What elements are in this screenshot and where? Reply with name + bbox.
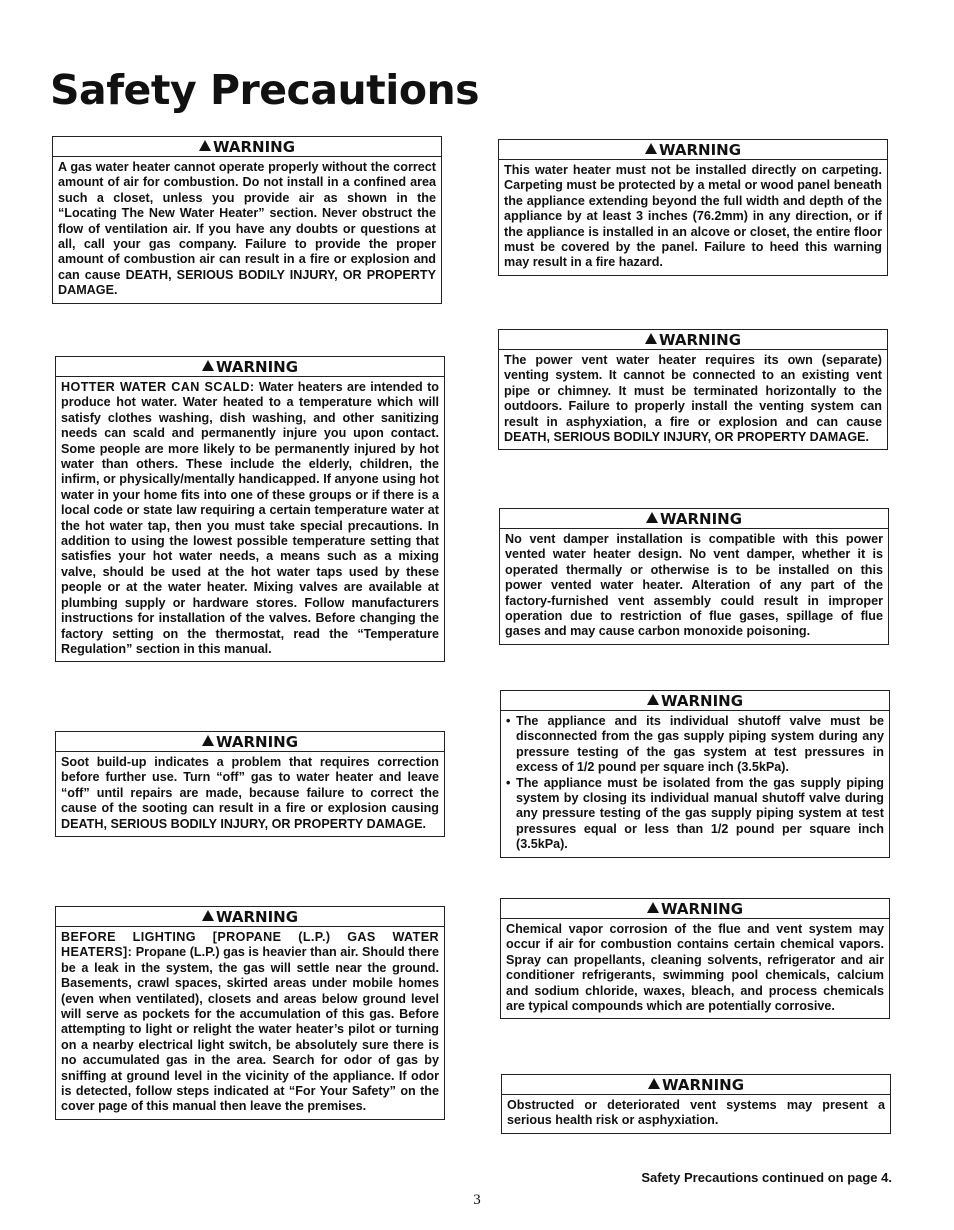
warning-triangle-icon: [202, 910, 214, 921]
warning-triangle-icon: [647, 694, 659, 705]
warning-triangle-icon: [199, 140, 211, 151]
warning-text: The power vent water heater requires its own (separate) venting system. It cannot be connected to an existing vent pipe or chimney. It must be terminated horizontally to the outdoors. Failure to properly install the venting system can result in asphyxiation, a fire or explosion and can cause DEATH, SERIOUS BODILY INJURY, OR PROPERTY DAMAGE.: [504, 353, 882, 445]
warning-text: No vent damper installation is compatible with this power vented water heater design. No vent damper, whether it is operated thermally or otherwise is to be installed on this power vented water heater. Alteration of any part of the factory-furnished vent assembly could result in improper operation due to restriction of flue gases, spillage of flue gases and may cause carbon monoxide poisoning.: [505, 532, 883, 639]
warning-text: BEFORE LIGHTING [PROPANE (L.P.) GAS WATER HEATERS]: Propane (L.P.) gas is heavier than air. Should there be a leak in the system, the gas will settle near the ground. Basements, crawl spaces, skirted areas under mobile homes (even when ventilated), closets and areas below ground level will serve as pockets for the accumulation of this gas. Before attempting to light or relight the water heater’s pilot or turning on a nearby electrical light switch, be absolutely sure there is no accumulated gas in the area. Search for odor of gas by sniffing at ground level in the vicinity of the appliance. If odor is detected, follow steps indicated at “For Your Safety” on the cover page of this manual then leave the premises.: [61, 930, 439, 1114]
warning-box-carpeting: [498, 139, 888, 276]
warning-heading: WARNING: [53, 139, 441, 157]
bullet-icon: •: [506, 775, 511, 790]
warning-box-obstructed-vent: [501, 1074, 891, 1134]
warning-heading: WARNING: [500, 511, 888, 529]
warning-box-scald: [55, 356, 445, 662]
list-item: • The appliance and its individual shutoff valve must be disconnected from the gas supply piping system during any pressure testing of the gas system at test pressures in excess of 1/2 pound per square inch (3.5kPa).: [506, 714, 884, 775]
warning-triangle-icon: [202, 360, 214, 371]
warning-triangle-icon: [202, 735, 214, 746]
page-title: Safety Precautions: [50, 66, 480, 114]
warning-text: Chemical vapor corrosion of the flue and vent system may occur if air for combustion contains certain chemical vapors. Spray can propellants, cleaning solvents, refrigerator and air conditioner refrigerants, swimming pool chemicals, calcium and sodium chloride, waxes, bleach, and process chemicals are typical compounds which are potentially corrosive.: [506, 922, 884, 1014]
warning-triangle-icon: [645, 333, 657, 344]
warning-heading: WARNING: [501, 901, 889, 919]
continued-note: Safety Precautions continued on page 4.: [641, 1170, 892, 1185]
warning-heading: WARNING: [56, 734, 444, 752]
warning-triangle-icon: [647, 902, 659, 913]
bullet-icon: •: [506, 714, 511, 728]
warning-text: Soot build-up indicates a problem that requires correction before further use. Turn “off” gas to water heater and leave “off” until repairs are made, because failure to correct the cause of the sooting can result in a fire or explosion causing DEATH, SERIOUS BODILY INJURY, OR PROPERTY DAMAGE.: [61, 755, 439, 831]
page-number: 3: [473, 1192, 481, 1208]
warning-heading: WARNING: [501, 693, 889, 711]
warning-heading: WARNING: [56, 909, 444, 927]
warning-box-soot: [55, 731, 445, 837]
warning-text: Obstructed or deteriorated vent systems may present a serious health risk or asphyxiation.: [507, 1098, 885, 1128]
warning-triangle-icon: [646, 512, 658, 523]
warning-triangle-icon: [648, 1078, 660, 1089]
warning-heading: WARNING: [499, 142, 887, 160]
warning-box-chemical-vapor: [500, 898, 890, 1019]
warning-lead: HOTTER WATER CAN SCALD:: [61, 380, 255, 394]
warning-text: HOTTER WATER CAN SCALD: Water heaters are intended to produce hot water. Water heated to a temperature which will satisfy clothes washing, dish washing, and other sanitizing needs can scald and permanently injure you upon contact. Some people are more likely to be permanently injured by hot water than others. These include the elderly, children, the infirm, or physically/mentally handicapped. If anyone using hot water in your home fits into one of these groups or if there is a local code or state law requiring a certain temperature water at the hot water tap, then you must take special precautions. In addition to using the lowest possible temperature setting that satisfies your hot water needs, a means such as a mixing valve, should be used at the hot water taps used by these people or at the water heater. Mixing valves are available at plumbing supply or hardware stores. Follow manufacturers instructions for installation of the valves. Before changing the factory setting on the thermostat, read the “Temperature Regulation” section in this manual.: [61, 380, 439, 656]
warning-text: This water heater must not be installed directly on carpeting. Carpeting must be protected by a metal or wood panel beneath the appliance extending beyond the full width and depth of the appliance by at least 3 inches (76.2mm) in any direction, or if the appliance is installed in an alcove or closet, the entire floor must be covered by the panel. Failure to heed this warning may result in a fire hazard.: [504, 163, 882, 270]
list-item: • The appliance must be isolated from the gas supply piping system by closing its individual manual shutoff valve during any pressure testing of the gas supply piping system at test pressures equal or less than 1/2 pound per square inch (3.5kPa).: [506, 775, 884, 852]
warning-lead: BEFORE LIGHTING [PROPANE (L.P.) GAS WATER HEATERS]:: [61, 930, 439, 960]
warning-triangle-icon: [645, 143, 657, 154]
warning-box-venting-system: [498, 329, 888, 450]
warning-bullet-list: [506, 714, 884, 853]
warning-heading: WARNING: [499, 332, 887, 350]
warning-box-propane: [55, 906, 445, 1120]
warning-box-vent-damper: [499, 508, 889, 645]
warning-heading: WARNING: [56, 359, 444, 377]
warning-box-pressure-testing: [500, 690, 890, 858]
warning-heading: WARNING: [502, 1077, 890, 1095]
warning-box-combustion-air: [52, 136, 442, 304]
warning-text: A gas water heater cannot operate properly without the correct amount of air for combustion. Do not install in a confined area such a closet, unless you provide air as shown in the “Locating The New Water Heater” section. Never obstruct the flow of ventilation air. If you have any doubts or questions at all, call your gas company. Failure to provide the proper amount of combustion air can result in a fire or explosion and can cause DEATH, SERIOUS BODILY INJURY, OR PROPERTY DAMAGE.: [58, 160, 436, 298]
